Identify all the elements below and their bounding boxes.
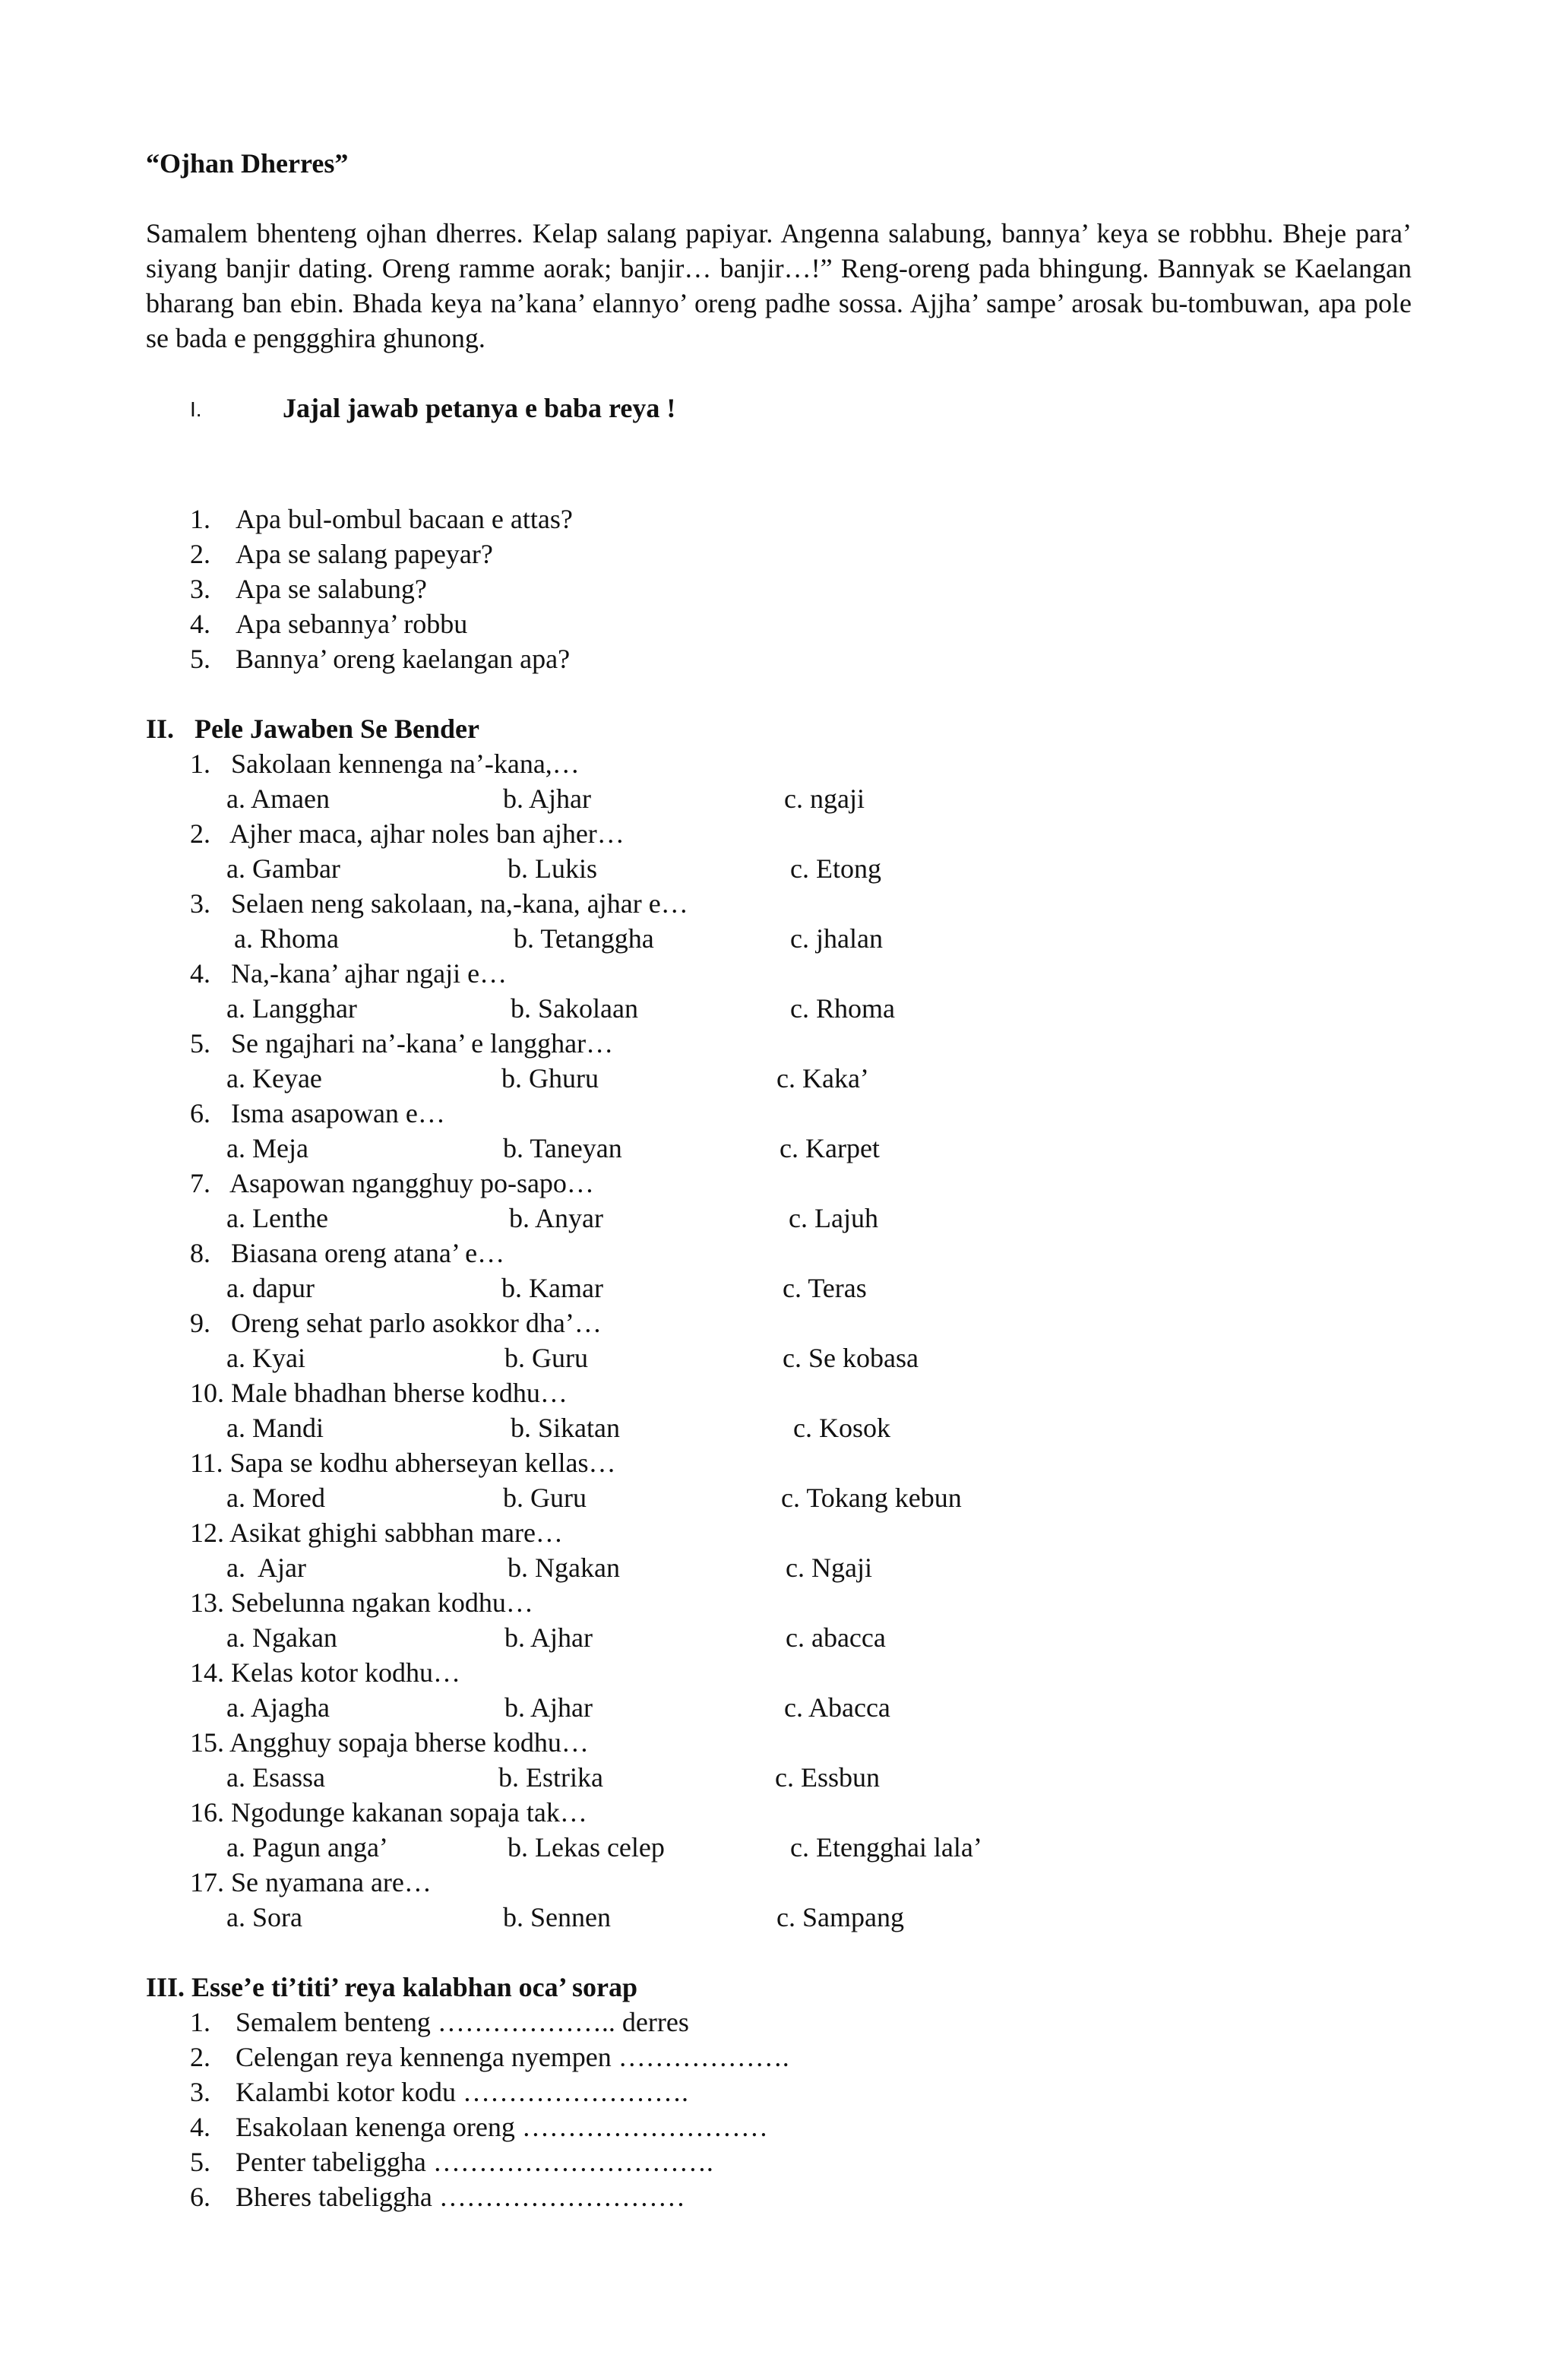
question-text: Bannya’ oreng kaelangan apa? <box>236 644 571 674</box>
question-text: 1. Sakolaan kennenga na’-kana,… <box>190 748 580 779</box>
option-c: c. Sampang <box>776 1902 904 1932</box>
question-text: Apa se salabung? <box>236 574 427 604</box>
option-b: b. Ghuru <box>501 1063 599 1093</box>
list-item-text: Esakolaan kenenga oreng ……………………… <box>236 2112 768 2142</box>
question-text: 14. Kelas kotor kodhu… <box>190 1657 460 1688</box>
question-number: 5. <box>190 644 210 674</box>
list-item-number: 3. <box>190 2077 210 2107</box>
option-b: b. Taneyan <box>503 1133 622 1163</box>
option-a: a. Amaen <box>226 783 330 814</box>
question-text: 15. Angghuy sopaja bherse kodhu… <box>190 1727 589 1758</box>
question-text: 10. Male bhadhan bherse kodhu… <box>190 1378 568 1408</box>
option-b: b. Lukis <box>508 853 598 884</box>
question-text: 6. Isma asapowan e… <box>190 1098 445 1128</box>
list-item <box>236 641 570 676</box>
question-text: 5. Se ngajhari na’-kana’ e langghar… <box>190 1028 614 1059</box>
option-a: a. Gambar <box>226 853 340 884</box>
section3-heading: III. Esse’e ti’titi’ reya kalabhan oca’ sorap <box>146 1972 637 2002</box>
option-a: a. Ajagha <box>226 1692 330 1723</box>
question-text: 11. Sapa se kodhu abherseyan kellas… <box>190 1448 616 1478</box>
question-text: 9. Oreng sehat parlo asokkor dha’… <box>190 1308 602 1338</box>
option-b: b. Guru <box>504 1343 588 1373</box>
section2-heading: II. Pele Jawaben Se Bender <box>146 714 479 744</box>
option-b: b. Ajhar <box>503 783 591 814</box>
section1-heading: Jajal jawab petanya e baba reya ! <box>283 393 676 423</box>
list-item-text: Kalambi kotor kodu ……………………. <box>236 2077 688 2107</box>
option-a: a. Kyai <box>226 1343 305 1373</box>
question-text: Apa sebannya’ robbu <box>236 609 468 639</box>
story-paragraph: Samalem bhenteng ojhan dherres. Kelap salang papiyar. Angenna salabung, bannya’ keya se robbhu. Bheje para’ siyang banjir dating. Oreng ramme aorak; banjir… banjir…!” Reng-oreng pada bhingung. Bannyak se Kaelangan bharang ban ebin. Bhada keya na’kana’ elannyo’ oreng padhe sossa. Ajjha’ sampe’ arosak bu-tombuwan, apa pole se bada e penggghira ghunong. <box>146 218 1412 353</box>
option-a: a. Esassa <box>226 1762 325 1793</box>
option-b: b. Guru <box>503 1483 587 1513</box>
option-a: a. Langghar <box>226 993 357 1024</box>
option-c: c. Tokang kebun <box>781 1483 962 1513</box>
list-item <box>236 536 493 571</box>
list-item-number: 5. <box>190 2147 210 2177</box>
option-c: c. jhalan <box>790 923 883 954</box>
question-text: 12. Asikat ghighi sabbhan mare… <box>190 1518 563 1548</box>
option-b: b. Tetanggha <box>514 923 654 954</box>
option-c: c. abacca <box>786 1622 886 1653</box>
list-item <box>236 571 427 606</box>
list-item-number: 2. <box>190 2042 210 2072</box>
option-c: c. Karpet <box>780 1133 880 1163</box>
option-c: c. Etong <box>790 853 881 884</box>
option-c: c. Abacca <box>784 1692 890 1723</box>
option-c: c. Essbun <box>775 1762 880 1793</box>
question-text: Apa se salang papeyar? <box>236 539 493 569</box>
list-item <box>190 641 210 676</box>
list-item <box>236 502 573 536</box>
question-text: 3. Selaen neng sakolaan, na,-kana, ajhar e… <box>190 888 688 919</box>
option-a: a. Keyae <box>226 1063 322 1093</box>
list-item-number: 6. <box>190 2182 210 2212</box>
option-c: c. Ngaji <box>786 1552 872 1583</box>
list-item <box>236 606 467 641</box>
list-item <box>190 571 210 606</box>
question-text: 13. Sebelunna ngakan kodhu… <box>190 1587 533 1618</box>
option-b: b. Ajhar <box>504 1622 593 1653</box>
option-a: a. Lenthe <box>226 1203 328 1233</box>
question-text: 16. Ngodunge kakanan sopaja tak… <box>190 1797 587 1828</box>
option-a: a. Ngakan <box>226 1622 337 1653</box>
option-a: a. Sora <box>226 1902 302 1932</box>
question-number: 1. <box>190 504 210 534</box>
option-c: c. Teras <box>783 1273 867 1303</box>
list-item-number: 1. <box>190 2007 210 2037</box>
list-item-text: Penter tabeliggha …………………………. <box>236 2147 713 2177</box>
option-c: c. Kaka’ <box>776 1063 869 1093</box>
option-c: c. Se kobasa <box>783 1343 919 1373</box>
option-b: b. Lekas celep <box>508 1832 665 1863</box>
option-a: a. Pagun anga’ <box>226 1832 388 1863</box>
question-text: 7. Asapowan ngangghuy po-sapo… <box>190 1168 594 1198</box>
option-c: c. Lajuh <box>789 1203 878 1233</box>
option-a: a. Rhoma <box>234 923 339 954</box>
question-text: 2. Ajher maca, ajhar noles ban ajher… <box>190 818 625 849</box>
list-item-text: Bheres tabeliggha ……………………… <box>236 2182 685 2212</box>
question-text: 4. Na,-kana’ ajhar ngaji e… <box>190 958 508 989</box>
question-number: 4. <box>190 609 210 639</box>
list-item-text: Celengan reya kennenga nyempen ………………. <box>236 2042 789 2072</box>
section1-number: I. <box>190 397 202 421</box>
option-a: a. dapur <box>226 1273 315 1303</box>
question-text: 17. Se nyamana are… <box>190 1867 432 1897</box>
list-item-number: 4. <box>190 2112 210 2142</box>
question-text: 8. Biasana oreng atana’ e… <box>190 1238 505 1268</box>
option-b: b. Sikatan <box>511 1413 620 1443</box>
option-a: a. Ajar <box>226 1552 306 1583</box>
option-c: c. Etengghai lala’ <box>790 1832 982 1863</box>
question-text: Apa bul-ombul bacaan e attas? <box>236 504 573 534</box>
option-c: c. Rhoma <box>790 993 895 1024</box>
list-item <box>190 606 210 641</box>
option-c: c. ngaji <box>784 783 865 814</box>
option-a: a. Meja <box>226 1133 308 1163</box>
list-item <box>190 536 210 571</box>
option-a: a. Mored <box>226 1483 325 1513</box>
option-b: b. Sennen <box>503 1902 611 1932</box>
option-b: b. Ngakan <box>508 1552 620 1583</box>
option-b: b. Sakolaan <box>511 993 638 1024</box>
option-c: c. Kosok <box>793 1413 890 1443</box>
option-b: b. Estrika <box>498 1762 603 1793</box>
option-b: b. Ajhar <box>504 1692 593 1723</box>
option-b: b. Kamar <box>501 1273 603 1303</box>
option-b: b. Anyar <box>509 1203 603 1233</box>
list-item-text: Semalem benteng ……………….. derres <box>236 2007 689 2037</box>
list-item <box>190 502 210 536</box>
question-number: 2. <box>190 539 210 569</box>
option-a: a. Mandi <box>226 1413 324 1443</box>
question-number: 3. <box>190 574 210 604</box>
document-title: “Ojhan Dherres” <box>146 148 349 179</box>
